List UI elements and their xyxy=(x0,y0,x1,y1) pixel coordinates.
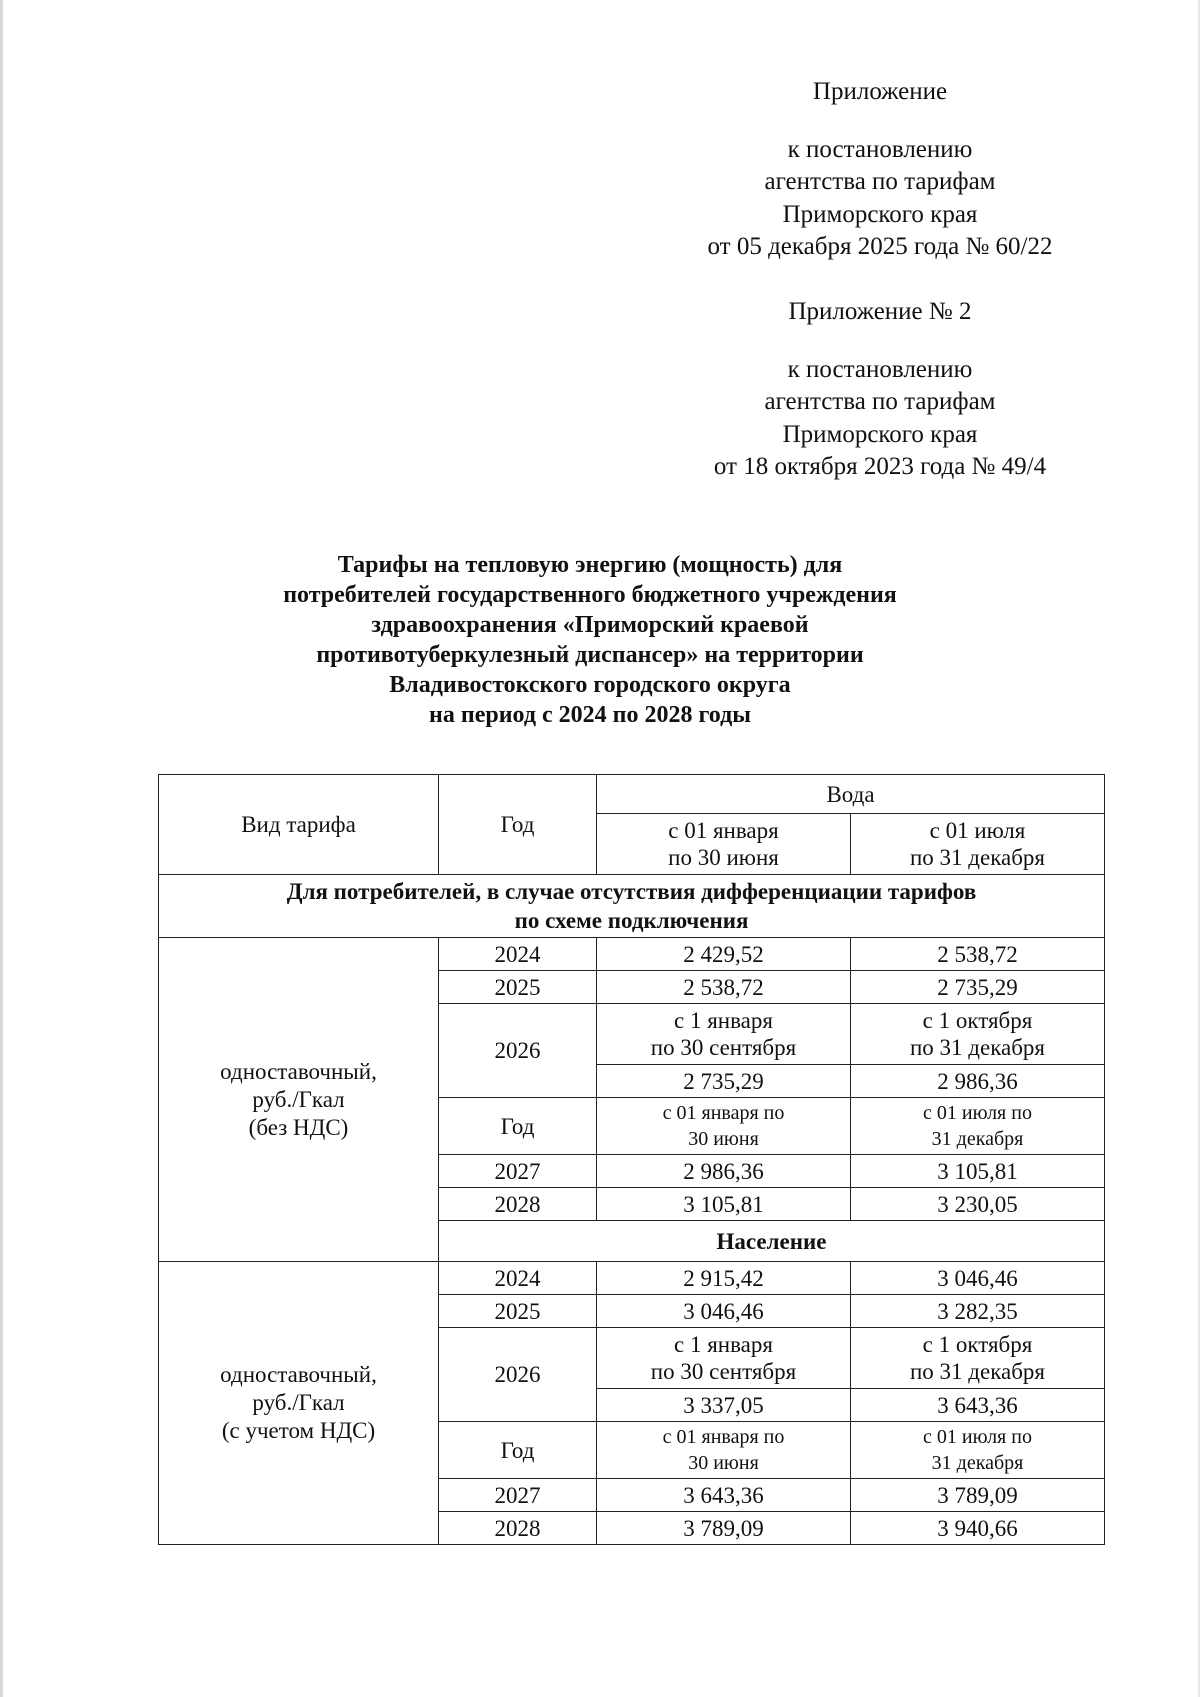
tariff-table xyxy=(158,774,1105,1545)
subperiod-cell: с 1 октября по 31 декабря xyxy=(851,1328,1105,1389)
header-year: Год xyxy=(439,775,597,875)
year-cell: 2025 xyxy=(439,971,597,1004)
header-water: Вода xyxy=(597,775,1105,814)
subheader-period-2: с 01 июля по 31 декабря xyxy=(851,1098,1105,1155)
value-cell: 3 282,35 xyxy=(851,1295,1105,1328)
value-cell: 2 986,36 xyxy=(851,1065,1105,1098)
value-cell: 2 735,29 xyxy=(851,971,1105,1004)
appendix-region: Приморского края xyxy=(782,200,978,228)
subheader-year: Год xyxy=(439,1422,597,1479)
subheader-period-1: с 01 января по 30 июня xyxy=(597,1098,851,1155)
value-cell: 3 046,46 xyxy=(851,1262,1105,1295)
appendix-title: Приложение xyxy=(812,78,948,105)
value-cell: 3 230,05 xyxy=(851,1188,1105,1221)
page-left-edge xyxy=(0,0,3,1697)
year-cell: 2025 xyxy=(439,1295,597,1328)
year-cell: 2027 xyxy=(439,1155,597,1188)
value-cell: 3 940,66 xyxy=(851,1512,1105,1545)
value-cell: 3 643,36 xyxy=(851,1389,1105,1422)
table-row xyxy=(159,938,1105,971)
section-title-population: Население xyxy=(439,1221,1105,1262)
section-title-consumers: Для потребителей, в случае отсутствия дифференциации тарифов по схеме подключения xyxy=(159,875,1105,938)
year-cell: 2026 xyxy=(439,1328,597,1422)
table-header-row xyxy=(159,775,1105,814)
title-line: Тарифы на тепловую энергию (мощность) для xyxy=(337,552,843,578)
tariff-type-label: одноставочный, руб./Гкал (с учетом НДС) xyxy=(159,1262,439,1545)
value-cell: 3 105,81 xyxy=(851,1155,1105,1188)
value-cell: 2 429,52 xyxy=(597,938,851,971)
year-cell: 2028 xyxy=(439,1512,597,1545)
appendix-to-line: к постановлению xyxy=(787,355,973,383)
subheader-year: Год xyxy=(439,1098,597,1155)
subheader-period-2: с 01 июля по 31 декабря xyxy=(851,1422,1105,1479)
section-row xyxy=(159,875,1105,938)
header-period-2: с 01 июля по 31 декабря xyxy=(851,814,1105,875)
subperiod-cell: с 1 января по 30 сентября xyxy=(597,1328,851,1389)
title-line: противотуберкулезный диспансер» на территории xyxy=(316,642,864,668)
value-cell: 2 538,72 xyxy=(851,938,1105,971)
subperiod-cell: с 1 января по 30 сентября xyxy=(597,1004,851,1065)
title-line: здравоохранения «Приморский краевой xyxy=(371,612,809,638)
value-cell: 2 915,42 xyxy=(597,1262,851,1295)
value-cell: 2 986,36 xyxy=(597,1155,851,1188)
value-cell: 3 789,09 xyxy=(597,1512,851,1545)
appendix-header-original xyxy=(640,296,1120,484)
appendix-agency: агентства по тарифам xyxy=(764,388,996,415)
value-cell: 2 538,72 xyxy=(597,971,851,1004)
year-cell: 2026 xyxy=(439,1004,597,1098)
year-cell: 2024 xyxy=(439,938,597,971)
document-title xyxy=(200,550,980,730)
value-cell: 3 337,05 xyxy=(597,1389,851,1422)
subperiod-cell: с 1 октября по 31 декабря xyxy=(851,1004,1105,1065)
appendix-to-line: к постановлению xyxy=(787,135,973,163)
appendix-date-number: от 05 декабря 2025 года № 60/22 xyxy=(707,233,1053,260)
title-line: на период с 2024 по 2028 годы xyxy=(429,702,751,728)
header-tariff-type: Вид тарифа xyxy=(159,775,439,875)
title-line: Владивостокского городского округа xyxy=(389,672,791,698)
year-cell: 2028 xyxy=(439,1188,597,1221)
appendix-date-number: от 18 октября 2023 года № 49/4 xyxy=(713,453,1047,480)
subheader-period-1: с 01 января по 30 июня xyxy=(597,1422,851,1479)
value-cell: 3 046,46 xyxy=(597,1295,851,1328)
year-cell: 2024 xyxy=(439,1262,597,1295)
header-period-1: с 01 января по 30 июня xyxy=(597,814,851,875)
table-row xyxy=(159,1262,1105,1295)
value-cell: 2 735,29 xyxy=(597,1065,851,1098)
appendix-agency: агентства по тарифам xyxy=(764,168,996,195)
tariff-type-label: одноставочный, руб./Гкал (без НДС) xyxy=(159,938,439,1262)
appendix-header-current xyxy=(640,76,1120,264)
value-cell: 3 643,36 xyxy=(597,1479,851,1512)
value-cell: 3 105,81 xyxy=(597,1188,851,1221)
title-line: потребителей государственного бюджетного учреждения xyxy=(283,582,897,608)
year-cell: 2027 xyxy=(439,1479,597,1512)
appendix-title: Приложение № 2 xyxy=(788,298,972,325)
appendix-region: Приморского края xyxy=(782,420,978,448)
value-cell: 3 789,09 xyxy=(851,1479,1105,1512)
